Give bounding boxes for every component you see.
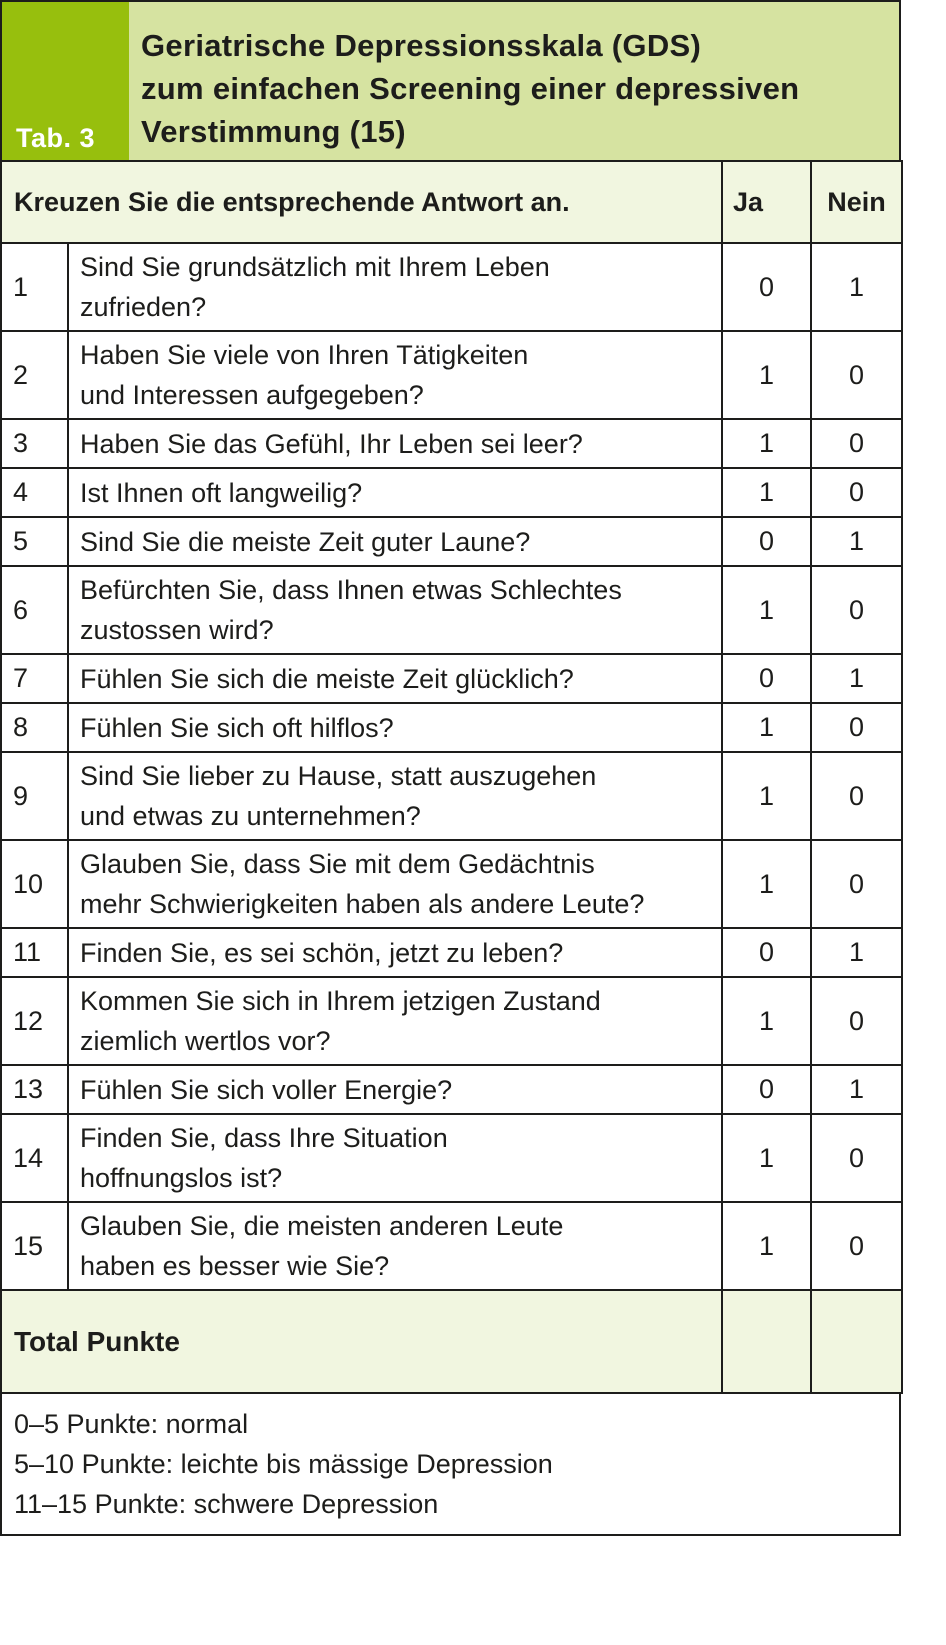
question-row <box>1 468 902 517</box>
yes-score-cell[interactable]: 0 <box>722 517 811 566</box>
question-text-line: zustossen wird? <box>80 615 274 645</box>
question-row <box>1 243 902 331</box>
question-number: 7 <box>1 654 68 703</box>
question-number: 4 <box>1 468 68 517</box>
yes-score-cell[interactable]: 0 <box>722 243 811 331</box>
question-text-line: Fühlen Sie sich voller Energie? <box>80 1074 453 1105</box>
question-row <box>1 1202 902 1290</box>
question-number: 8 <box>1 703 68 752</box>
question-text-line: Glauben Sie, dass Sie mit dem Gedächtnis <box>80 849 595 879</box>
yes-score-cell[interactable]: 1 <box>722 1114 811 1202</box>
question-text-line: Fühlen Sie sich oft hilflos? <box>80 712 394 743</box>
yes-score-cell[interactable]: 0 <box>722 1065 811 1114</box>
question-text <box>68 752 722 840</box>
yes-score-cell[interactable]: 1 <box>722 468 811 517</box>
legend-line: 5–10 Punkte: leichte bis mässige Depression <box>14 1449 553 1479</box>
no-score-cell[interactable]: 0 <box>811 1114 902 1202</box>
question-text-line: Finden Sie, dass Ihre Situation <box>80 1123 448 1153</box>
question-row <box>1 517 902 566</box>
question-text <box>68 331 722 419</box>
question-row <box>1 703 902 752</box>
question-number: 10 <box>1 840 68 928</box>
no-score-cell[interactable]: 0 <box>811 468 902 517</box>
question-text-line: mehr Schwierigkeiten haben als andere Leute? <box>80 889 645 919</box>
question-text-line: und Interessen aufgegeben? <box>80 380 424 410</box>
question-text-line: Sind Sie lieber zu Hause, statt auszugehen <box>80 761 597 791</box>
question-number: 15 <box>1 1202 68 1290</box>
no-score-cell[interactable]: 0 <box>811 752 902 840</box>
question-text <box>68 977 722 1065</box>
question-number: 11 <box>1 928 68 977</box>
no-score-cell[interactable]: 0 <box>811 566 902 654</box>
no-score-cell[interactable]: 1 <box>811 928 902 977</box>
question-text <box>68 654 722 703</box>
yes-score-cell[interactable]: 1 <box>722 752 811 840</box>
question-text-line: Haben Sie das Gefühl, Ihr Leben sei leer? <box>80 428 583 459</box>
yes-score-cell[interactable]: 1 <box>722 1202 811 1290</box>
question-text <box>68 1202 722 1290</box>
total-no-cell[interactable] <box>811 1290 902 1393</box>
question-text <box>68 566 722 654</box>
gds-table <box>0 160 903 1394</box>
question-row <box>1 752 902 840</box>
question-row <box>1 1114 902 1202</box>
question-text-line: Befürchten Sie, dass Ihnen etwas Schlechtes <box>80 575 622 605</box>
yes-score-cell[interactable]: 1 <box>722 331 811 419</box>
no-score-cell[interactable]: 0 <box>811 331 902 419</box>
no-score-cell[interactable]: 1 <box>811 654 902 703</box>
question-text-line: Kommen Sie sich in Ihrem jetzigen Zustand <box>80 986 601 1016</box>
total-yes-cell[interactable] <box>722 1290 811 1393</box>
question-row <box>1 419 902 468</box>
question-text <box>68 1114 722 1202</box>
question-text <box>68 419 722 468</box>
legend-line: 0–5 Punkte: normal <box>14 1409 249 1439</box>
question-text <box>68 517 722 566</box>
yes-score-cell[interactable]: 0 <box>722 654 811 703</box>
question-row <box>1 566 902 654</box>
question-text-line: Glauben Sie, die meisten anderen Leute <box>80 1211 564 1241</box>
question-number: 2 <box>1 331 68 419</box>
question-text-line: Fühlen Sie sich die meiste Zeit glücklich? <box>80 663 574 694</box>
tab-label-box <box>2 2 129 160</box>
question-row <box>1 840 902 928</box>
question-text-line: Sind Sie grundsätzlich mit Ihrem Leben <box>80 252 550 282</box>
no-score-cell[interactable]: 1 <box>811 243 902 331</box>
yes-score-cell[interactable]: 0 <box>722 928 811 977</box>
question-number: 6 <box>1 566 68 654</box>
question-number: 13 <box>1 1065 68 1114</box>
question-number: 5 <box>1 517 68 566</box>
question-text-line: Finden Sie, es sei schön, jetzt zu leben? <box>80 937 564 968</box>
question-row <box>1 928 902 977</box>
column-header-row <box>1 161 902 243</box>
tab-label: Tab. 3 <box>16 123 96 153</box>
question-row <box>1 1065 902 1114</box>
title-line: zum einfachen Screening einer depressiven <box>141 71 800 106</box>
no-score-cell[interactable]: 0 <box>811 1202 902 1290</box>
question-text-line: Ist Ihnen oft langweilig? <box>80 477 363 508</box>
no-column-header: Nein <box>811 161 902 243</box>
legend-line: 11–15 Punkte: schwere Depression <box>14 1489 439 1519</box>
no-score-cell[interactable]: 0 <box>811 977 902 1065</box>
no-score-cell[interactable]: 1 <box>811 517 902 566</box>
yes-score-cell[interactable]: 1 <box>722 419 811 468</box>
no-score-cell[interactable]: 0 <box>811 840 902 928</box>
title-line: Verstimmung (15) <box>141 114 406 149</box>
yes-score-cell[interactable]: 1 <box>722 977 811 1065</box>
question-text-line: hoffnungslos ist? <box>80 1163 283 1193</box>
question-text-line: zufrieden? <box>80 292 207 322</box>
yes-score-cell[interactable]: 1 <box>722 703 811 752</box>
question-text <box>68 928 722 977</box>
question-row <box>1 977 902 1065</box>
question-row <box>1 331 902 419</box>
question-number: 1 <box>1 243 68 331</box>
total-label: Total Punkte <box>1 1290 722 1393</box>
question-text <box>68 243 722 331</box>
score-legend <box>0 1394 901 1536</box>
yes-score-cell[interactable]: 1 <box>722 840 811 928</box>
question-text-line: ziemlich wertlos vor? <box>80 1026 331 1056</box>
question-text <box>68 703 722 752</box>
no-score-cell[interactable]: 0 <box>811 419 902 468</box>
title-line: Geriatrische Depressionsskala (GDS) <box>141 28 702 63</box>
no-score-cell[interactable]: 0 <box>811 703 902 752</box>
question-number: 14 <box>1 1114 68 1202</box>
question-rows <box>1 243 902 1290</box>
question-text-line: Sind Sie die meiste Zeit guter Laune? <box>80 526 531 557</box>
question-row <box>1 654 902 703</box>
question-number: 9 <box>1 752 68 840</box>
table-title <box>129 2 799 160</box>
question-text <box>68 840 722 928</box>
yes-score-cell[interactable]: 1 <box>722 566 811 654</box>
no-score-cell[interactable]: 1 <box>811 1065 902 1114</box>
question-text <box>68 1065 722 1114</box>
question-number: 12 <box>1 977 68 1065</box>
question-text <box>68 468 722 517</box>
question-text-line: haben es besser wie Sie? <box>80 1251 390 1281</box>
instruction-header: Kreuzen Sie die entsprechende Antwort an. <box>1 161 722 243</box>
yes-column-header: Ja <box>722 161 811 243</box>
title-band <box>0 0 901 160</box>
question-number: 3 <box>1 419 68 468</box>
question-text-line: und etwas zu unternehmen? <box>80 801 421 831</box>
total-row <box>1 1290 902 1393</box>
question-text-line: Haben Sie viele von Ihren Tätigkeiten <box>80 340 529 370</box>
